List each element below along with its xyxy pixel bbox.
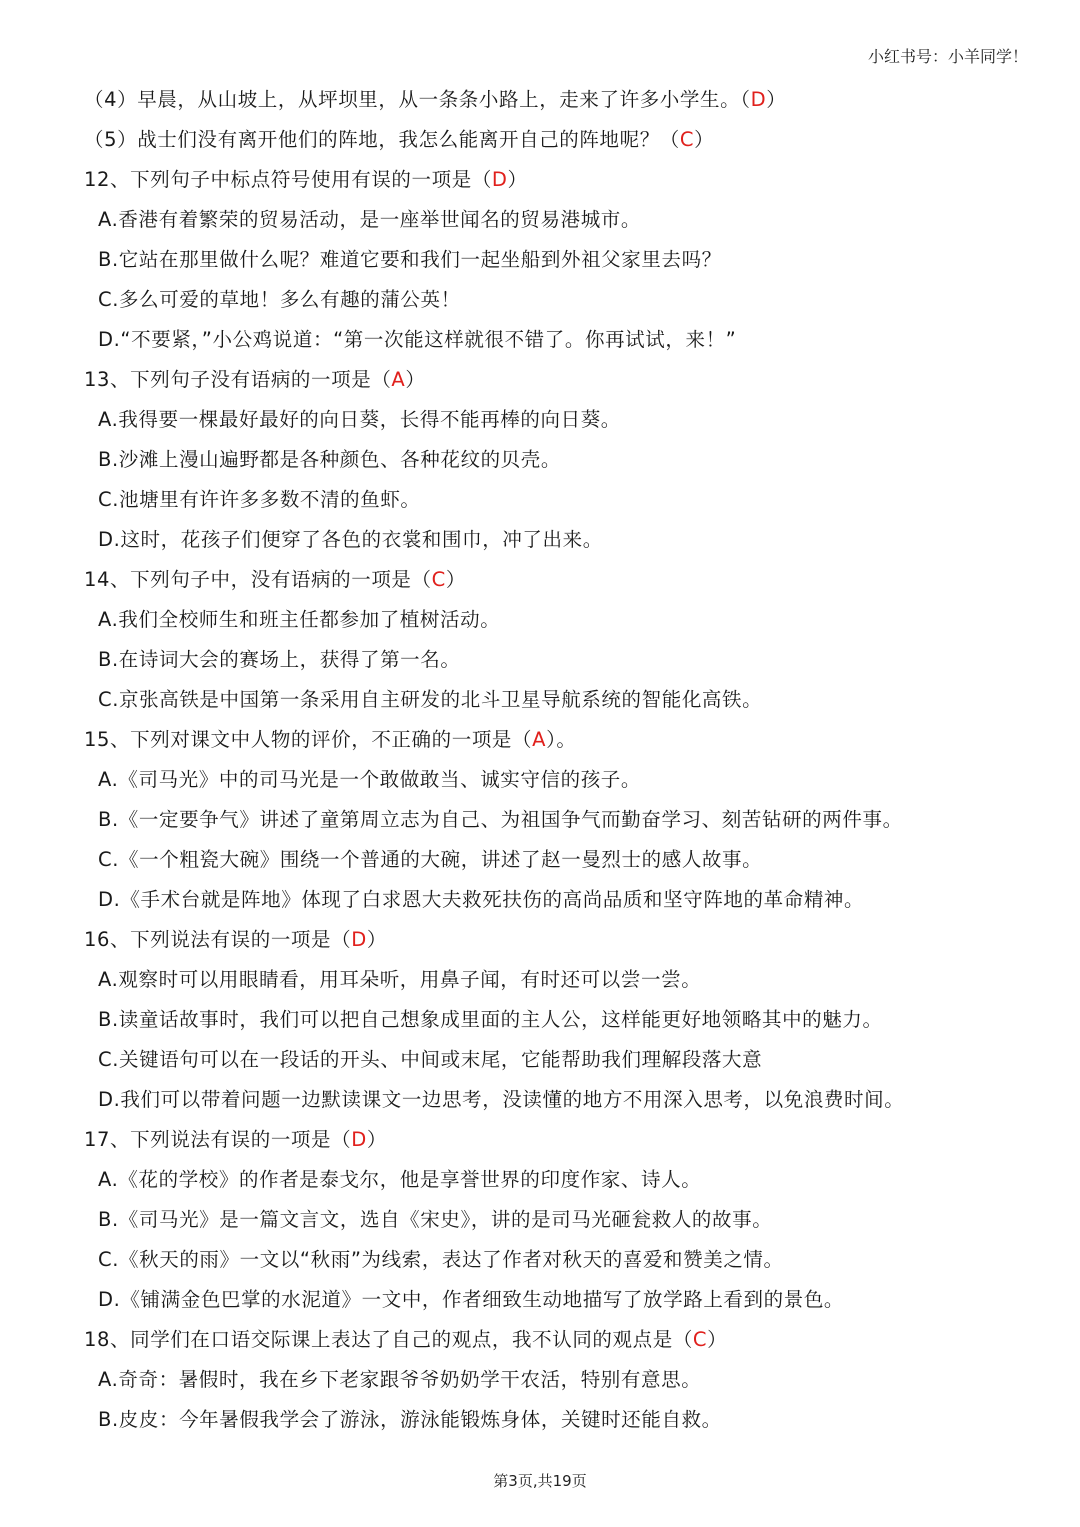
option-line — [84, 680, 1040, 720]
line-text: B.《司马光》是一篇文言文，选自《宋史》，讲的是司马光砸瓮救人的故事。 — [98, 1208, 773, 1231]
option-line — [84, 840, 1040, 880]
option-line — [84, 1000, 1040, 1040]
option-line — [84, 640, 1040, 680]
line-text: B.读童话故事时，我们可以把自己想象成里面的主人公，这样能更好地领略其中的魅力。 — [98, 1008, 883, 1031]
line-text: 14、下列句子中，没有语病的一项是（ — [84, 568, 432, 591]
option-line — [84, 320, 1040, 360]
option-line — [84, 400, 1040, 440]
line-text: （4）早晨，从山坡上，从坪坝里，从一条条小路上，走来了许多小学生。（ — [84, 88, 751, 111]
line-text: D.《铺满金色巴掌的水泥道》一文中，作者细致生动地描写了放学路上看到的景色。 — [98, 1288, 845, 1311]
line-text: 17、下列说法有误的一项是（ — [84, 1128, 352, 1151]
option-line — [84, 280, 1040, 320]
option-line — [84, 1400, 1040, 1440]
line-text: A.《司马光》中的司马光是一个敢做敢当、诚实守信的孩子。 — [98, 768, 641, 791]
question-line — [84, 1320, 1040, 1360]
option-line — [84, 240, 1040, 280]
option-line — [84, 480, 1040, 520]
option-line — [84, 800, 1040, 840]
line-text: B.《一定要争气》讲述了童第周立志为自己、为祖国争气而勤奋学习、刻苦钻研的两件事。 — [98, 808, 903, 831]
option-line — [84, 1160, 1040, 1200]
line-text: A.我们全校师生和班主任都参加了植树活动。 — [98, 608, 501, 631]
line-text: B.它站在那里做什么呢？难道它要和我们一起坐船到外祖父家里去吗？ — [98, 248, 722, 271]
line-text: A.我得要一棵最好最好的向日葵，长得不能再棒的向日葵。 — [98, 408, 621, 431]
line-text: C.《秋天的雨》一文以“秋雨”为线索，表达了作者对秋天的喜爱和赞美之情。 — [98, 1248, 784, 1271]
answer-letter: D — [351, 928, 367, 951]
option-line — [84, 1200, 1040, 1240]
question-line — [84, 720, 1040, 760]
line-text: C.《一个粗瓷大碗》围绕一个普通的大碗，讲述了赵一曼烈士的感人故事。 — [98, 848, 763, 871]
line-text: D.这时，花孩子们便穿了各色的衣裳和围巾，冲了出来。 — [98, 528, 603, 551]
answer-letter: A — [532, 728, 547, 751]
page-number: 第3页,共19页 — [493, 1472, 587, 1490]
document-body — [84, 80, 1040, 1440]
line-text-end: ） — [507, 168, 528, 191]
question-line — [84, 920, 1040, 960]
line-text: A.《花的学校》的作者是泰戈尔，他是享誉世界的印度作家、诗人。 — [98, 1168, 702, 1191]
answer-letter: D — [750, 88, 767, 111]
line-text: A.观察时可以用眼睛看，用耳朵听，用鼻子闻，有时还可以尝一尝。 — [98, 968, 702, 991]
question-line — [84, 360, 1040, 400]
option-line — [84, 960, 1040, 1000]
question-line — [84, 560, 1040, 600]
line-text: 13、下列句子没有语病的一项是（ — [84, 368, 392, 391]
answer-letter: C — [692, 1328, 708, 1351]
line-text: B.在诗词大会的赛场上，获得了第一名。 — [98, 648, 461, 671]
line-text-end: ） — [694, 128, 715, 151]
option-line — [84, 440, 1040, 480]
line-text: B.沙滩上漫山遍野都是各种颜色、各种花纹的贝壳。 — [98, 448, 561, 471]
answer-letter: D — [351, 1128, 367, 1151]
line-text: D.“不要紧，”小公鸡说道：“第一次能这样就很不错了。你再试试，来！” — [98, 328, 737, 351]
question-line — [84, 80, 1040, 120]
line-text-end: ）。 — [546, 728, 577, 751]
line-text-end: ） — [766, 88, 787, 111]
answer-letter: C — [431, 568, 446, 591]
line-text: 16、下列说法有误的一项是（ — [84, 928, 352, 951]
line-text-end: ） — [366, 928, 387, 951]
option-line — [84, 1360, 1040, 1400]
line-text-end: ） — [707, 1328, 728, 1351]
option-line — [84, 1080, 1040, 1120]
option-line — [84, 200, 1040, 240]
answer-letter: C — [679, 128, 695, 151]
line-text-end: ） — [366, 1128, 387, 1151]
question-line — [84, 1120, 1040, 1160]
option-line — [84, 600, 1040, 640]
line-text: C.多么可爱的草地！多么有趣的蒲公英！ — [98, 288, 461, 311]
option-line — [84, 1040, 1040, 1080]
line-text-end: ） — [405, 368, 426, 391]
question-line — [84, 160, 1040, 200]
line-text: 18、同学们在口语交际课上表达了自己的观点，我不认同的观点是（ — [84, 1328, 693, 1351]
line-text: C.京张高铁是中国第一条采用自主研发的北斗卫星导航系统的智能化高铁。 — [98, 688, 763, 711]
line-text: B.皮皮：今年暑假我学会了游泳，游泳能锻炼身体，关键时还能自救。 — [98, 1408, 722, 1431]
option-line — [84, 520, 1040, 560]
watermark-text: 小红书号：小羊同学！ — [867, 47, 1028, 66]
option-line — [84, 1280, 1040, 1320]
line-text: C.关键语句可以在一段话的开头、中间或末尾，它能帮助我们理解段落大意 — [98, 1048, 763, 1071]
option-line — [84, 880, 1040, 920]
line-text: 15、下列对课文中人物的评价，不正确的一项是（ — [84, 728, 533, 751]
line-text: （5）战士们没有离开他们的阵地，我怎么能离开自己的阵地呢？（ — [84, 128, 680, 151]
line-text: A.奇奇：暑假时，我在乡下老家跟爷爷奶奶学干农活，特别有意思。 — [98, 1368, 702, 1391]
question-line — [84, 120, 1040, 160]
line-text: D.《手术台就是阵地》体现了白求恩大夫救死扶伤的高尚品质和坚守阵地的革命精神。 — [98, 888, 865, 911]
line-text-end: ） — [445, 568, 466, 591]
line-text: C.池塘里有许许多多数不清的鱼虾。 — [98, 488, 421, 511]
option-line — [84, 760, 1040, 800]
line-text: 12、下列句子中标点符号使用有误的一项是（ — [84, 168, 492, 191]
answer-letter: A — [391, 368, 406, 391]
line-text: A.香港有着繁荣的贸易活动，是一座举世闻名的贸易港城市。 — [98, 208, 641, 231]
answer-letter: D — [491, 168, 508, 191]
line-text: D.我们可以带着问题一边默读课文一边思考，没读懂的地方不用深入思考，以免浪费时间。 — [98, 1088, 905, 1111]
option-line — [84, 1240, 1040, 1280]
